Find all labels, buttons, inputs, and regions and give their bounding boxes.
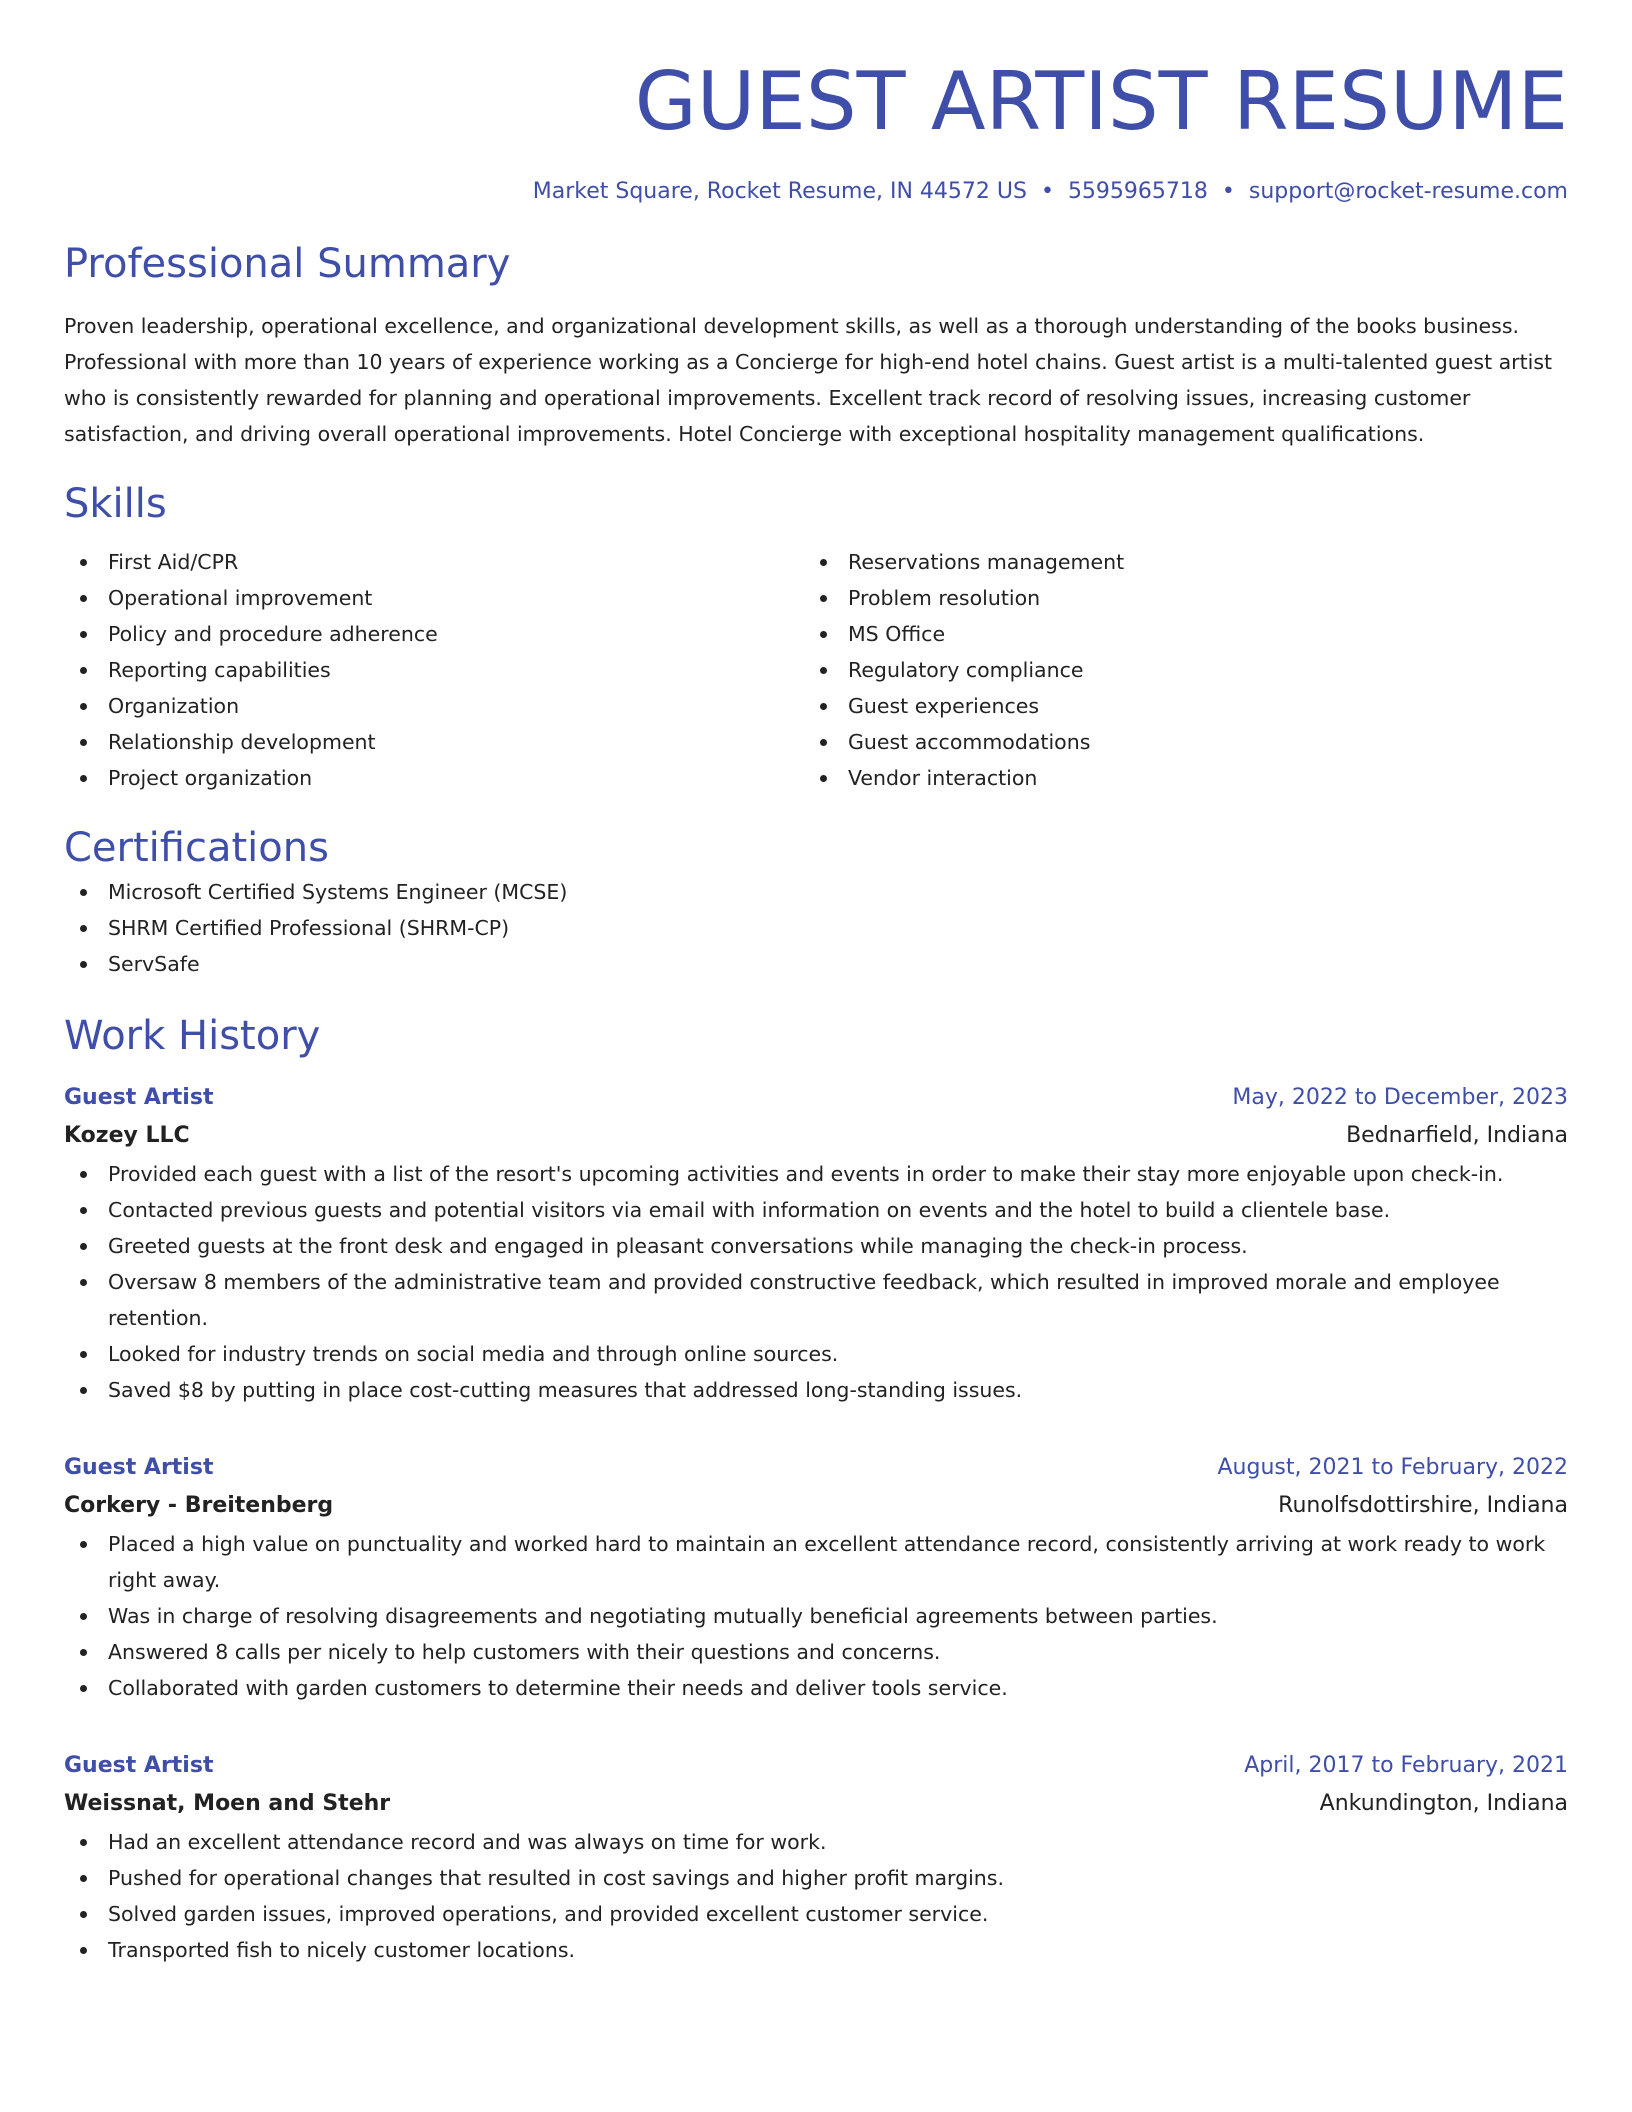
job-dates: April, 2017 to February, 2021 — [1244, 1753, 1568, 1778]
contact-email: support@rocket-resume.com — [1248, 179, 1568, 204]
job-duties-list — [64, 1156, 1568, 1408]
skill-item: MS Office — [804, 616, 1544, 652]
job-company: Corkery - Breitenberg — [64, 1493, 334, 1518]
summary-section — [64, 238, 1568, 452]
skill-item: First Aid/CPR — [64, 544, 804, 580]
contact-line — [64, 174, 1568, 210]
skill-item: Regulatory compliance — [804, 652, 1544, 688]
job-duty: Oversaw 8 members of the administrative team and provided constructive feedback, which resulted in improved morale and employee retention. — [64, 1264, 1568, 1336]
job-dates: May, 2022 to December, 2023 — [1232, 1085, 1568, 1110]
skills-section — [64, 478, 1568, 796]
skill-item: Project organization — [64, 760, 804, 796]
skill-item: Reporting capabilities — [64, 652, 804, 688]
job-duty: Had an excellent attendance record and was always on time for work. — [64, 1824, 1568, 1860]
certification-item: Microsoft Certified Systems Engineer (MCSE) — [64, 874, 1568, 910]
job-company-row — [64, 1116, 1568, 1156]
job-header-row — [64, 1080, 1568, 1116]
skill-item: Policy and procedure adherence — [64, 616, 804, 652]
job-duty: Collaborated with garden customers to determine their needs and deliver tools service. — [64, 1670, 1568, 1706]
job-location: Bednarfield, Indiana — [1346, 1123, 1568, 1148]
job-duty: Pushed for operational changes that resulted in cost savings and higher profit margins. — [64, 1860, 1568, 1896]
job-duty: Contacted previous guests and potential visitors via email with information on events and the hotel to build a clientele base. — [64, 1192, 1568, 1228]
job-duty: Placed a high value on punctuality and worked hard to maintain an excellent attendance record, consistently arriving at work ready to work right away. — [64, 1526, 1568, 1598]
job-duties-list — [64, 1824, 1568, 1968]
resume-header — [64, 0, 1568, 210]
skills-list-right — [804, 544, 1544, 796]
job-duty: Answered 8 calls per nicely to help customers with their questions and concerns. — [64, 1634, 1568, 1670]
contact-separator: • — [1221, 179, 1235, 204]
contact-separator: • — [1040, 179, 1054, 204]
job-duty: Was in charge of resolving disagreements and negotiating mutually beneficial agreements between parties. — [64, 1598, 1568, 1634]
job-title: Guest Artist — [64, 1753, 214, 1778]
summary-heading: Professional Summary — [64, 241, 511, 287]
job-entry — [64, 1450, 1568, 1706]
contact-address: Market Square, Rocket Resume, IN 44572 US — [532, 179, 1027, 204]
contact-phone: 5595965718 — [1067, 179, 1208, 204]
certifications-section — [64, 822, 1568, 982]
skill-item: Reservations management — [804, 544, 1544, 580]
job-header-row — [64, 1748, 1568, 1784]
job-location: Ankundington, Indiana — [1319, 1791, 1568, 1816]
work-history-section — [64, 1010, 1568, 1968]
certification-item: ServSafe — [64, 946, 1568, 982]
summary-text: Proven leadership, operational excellence, and organizational development skills, as well as a thorough understanding of the books business. Professional with more than 10 years of experience working as a Concierge for high-end hotel chains. Guest artist is a multi-talented guest artist who is consistently rewarded for planning and operational improvements. Excellent track record of resolving issues, increasing customer satisfaction, and driving overall operational improvements. Hotel Concierge with exceptional hospitality management qualifications. — [64, 314, 1553, 446]
job-duty: Greeted guests at the front desk and engaged in pleasant conversations while managing the check-in process. — [64, 1228, 1568, 1264]
skill-item: Operational improvement — [64, 580, 804, 616]
job-duty: Saved $8 by putting in place cost-cutting measures that addressed long-standing issues. — [64, 1372, 1568, 1408]
skill-item: Relationship development — [64, 724, 804, 760]
job-company-row — [64, 1486, 1568, 1526]
skill-item: Vendor interaction — [804, 760, 1544, 796]
resume-name: GUEST ARTIST RESUME — [634, 55, 1568, 148]
work-history-heading: Work History — [64, 1013, 321, 1059]
job-entry — [64, 1748, 1568, 1968]
job-duties-list — [64, 1526, 1568, 1706]
job-duty: Provided each guest with a list of the resort's upcoming activities and events in order to make their stay more enjoyable upon check-in. — [64, 1156, 1568, 1192]
skills-list-left — [64, 544, 804, 796]
job-company: Weissnat, Moen and Stehr — [64, 1791, 391, 1816]
skill-item: Guest experiences — [804, 688, 1544, 724]
certifications-list — [64, 874, 1568, 982]
skill-item: Organization — [64, 688, 804, 724]
skills-heading: Skills — [64, 481, 167, 527]
certification-item: SHRM Certified Professional (SHRM-CP) — [64, 910, 1568, 946]
skill-item: Guest accommodations — [804, 724, 1544, 760]
job-dates: August, 2021 to February, 2022 — [1217, 1455, 1568, 1480]
job-company-row — [64, 1784, 1568, 1824]
certifications-heading: Certifications — [64, 825, 329, 871]
job-duty: Solved garden issues, improved operations, and provided excellent customer service. — [64, 1896, 1568, 1932]
skill-item: Problem resolution — [804, 580, 1544, 616]
job-duty: Looked for industry trends on social media and through online sources. — [64, 1336, 1568, 1372]
job-header-row — [64, 1450, 1568, 1486]
skills-grid — [64, 544, 1568, 796]
job-entry — [64, 1080, 1568, 1408]
job-title: Guest Artist — [64, 1455, 214, 1480]
job-company: Kozey LLC — [64, 1123, 190, 1148]
job-location: Runolfsdottirshire, Indiana — [1278, 1493, 1568, 1518]
job-duty: Transported fish to nicely customer locations. — [64, 1932, 1568, 1968]
skills-column-right — [804, 544, 1544, 796]
job-title: Guest Artist — [64, 1085, 214, 1110]
skills-column-left — [64, 544, 804, 796]
